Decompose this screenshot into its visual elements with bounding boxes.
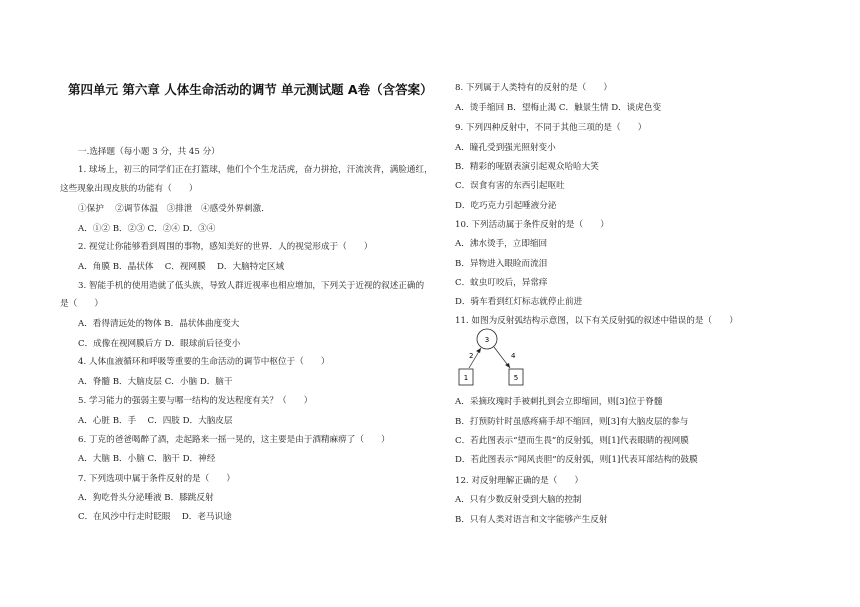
right-column-line: D．若此图表示“闻风丧胆”的反射弧，则[1]代表耳部结构的鼓膜	[455, 455, 698, 465]
right-column-line: D．吃巧克力引起唾液分泌	[455, 201, 557, 211]
page-title: 第四单元 第六章 人体生命活动的调节 单元测试题 A卷（含答案）	[68, 82, 433, 97]
left-column-line: 是（ ）	[60, 299, 103, 309]
right-column-line: A．沸水烫手，立即缩回	[455, 239, 548, 249]
left-column-line: 3. 智能手机的使用造就了低头族，导致人群近视率也相应增加，下列关于近视的叙述正确的	[78, 281, 425, 291]
right-column-line: B．打预防针时虽感疼痛手却不缩回，则[3]有大脑皮层的参与	[455, 417, 689, 427]
arrow-2-head	[476, 348, 481, 353]
left-column-line: ①保护 ②调节体温 ③排泄 ④感受外界刺激．	[78, 204, 270, 214]
right-column-line: D．骑车看到红灯标志就停止前进	[455, 297, 583, 307]
right-column-line: 10. 下列活动属于条件反射的是（ ）	[455, 220, 609, 230]
right-column-line: 12. 对反射理解正确的是（ ）	[455, 476, 584, 486]
right-column-line: 8. 下列属于人类特有的反射的是（ ）	[455, 83, 613, 93]
left-column-line: 1. 球场上，初三的同学们正在打篮球，他们个个生龙活虎，奋力拼抢，汗流浃背，满脸通红，	[78, 165, 433, 175]
right-column-line: A．只有少数反射受到大脑的控制	[455, 495, 582, 505]
right-column-line: C．若此图表示“望而生畏”的反射弧，则[1]代表眼睛的视网膜	[455, 436, 689, 446]
left-column-line: 4. 人体血液循环和呼吸等重要的生命活动的调节中枢位于（ ）	[78, 357, 330, 367]
right-column-line: 9. 下列四种反射中，不同于其他三项的是（ ）	[455, 123, 647, 133]
node-4-label: 4	[511, 352, 516, 360]
right-column-line: B．只有人类对语言和文字能够产生反射	[455, 515, 608, 525]
left-column-line: A．看得清远处的物体 B．晶状体曲度变大	[78, 319, 240, 329]
left-column-line: A．脊髓 B．大脑皮层 C．小脑 D．脑干	[78, 377, 233, 387]
node-1-label: 1	[463, 374, 469, 382]
left-column-line: A．狗吃骨头分泌唾液 B．膝跳反射	[78, 493, 214, 503]
arrow-4-head	[505, 363, 510, 368]
right-column-line: A．烫手缩回 B．望梅止渴 C．触景生情 D．谈虎色变	[455, 103, 662, 113]
left-column-line: 7. 下列选项中属于条件反射的是（ ）	[78, 474, 236, 484]
left-column-line: 这些现象出现皮肤的功能有（ ）	[60, 184, 198, 194]
node-2-label: 2	[469, 352, 474, 360]
right-column-line: B．异物进入眼睑而流泪	[455, 259, 548, 269]
node-5-label: 5	[513, 374, 519, 382]
left-column-line: 6. 丁克的爸爸喝醉了酒，走起路来一摇一晃的，这主要是由于酒精麻痹了（ ）	[78, 435, 390, 445]
node-3-label: 3	[484, 336, 490, 344]
left-column-line: A．角膜 B．晶状体 C．视网膜 D．大脑特定区域	[78, 262, 285, 272]
right-column-line: C．蚊虫叮咬后，异常痒	[455, 278, 548, 288]
reflex-arc-diagram	[455, 325, 575, 395]
right-column-line: A．瞳孔受到强光照射变小	[455, 143, 556, 153]
right-column-line: C．误食有害的东西引起呕吐	[455, 181, 565, 191]
left-column-line: 一.选择题（每小题 3 分，共 45 分）	[78, 147, 220, 157]
left-column-line: 2. 视觉让你能够看到周围的事物，感知美好的世界．人的视觉形成于（ ）	[78, 242, 373, 252]
left-column-line: A．大脑 B．小脑 C．脑干 D．神经	[78, 454, 216, 464]
right-column-line: A．采摘玫瑰时手被刺扎到会立即缩回，则[3]位于脊髓	[455, 397, 663, 407]
left-column-line: A．心脏 B．手 C．四肢 D．大脑皮层	[78, 416, 233, 426]
right-column-line: 11. 如图为反射弧结构示意图，以下有关反射弧的叙述中错误的是（ ）	[455, 316, 738, 326]
left-column-line: C．在风沙中行走时眨眼 D．老马识途	[78, 512, 232, 522]
right-column-line: B．精彩的哑剧表演引起观众哈哈大笑	[455, 162, 599, 172]
left-column-line: 5. 学习能力的强弱主要与哪一结构的发达程度有关？（ ）	[78, 396, 313, 406]
left-column-line: C．成像在视网膜后方 D．眼球前后径变小	[78, 339, 241, 349]
left-column-line: A．①② B．②③ C．②④ D．③④	[78, 224, 216, 234]
